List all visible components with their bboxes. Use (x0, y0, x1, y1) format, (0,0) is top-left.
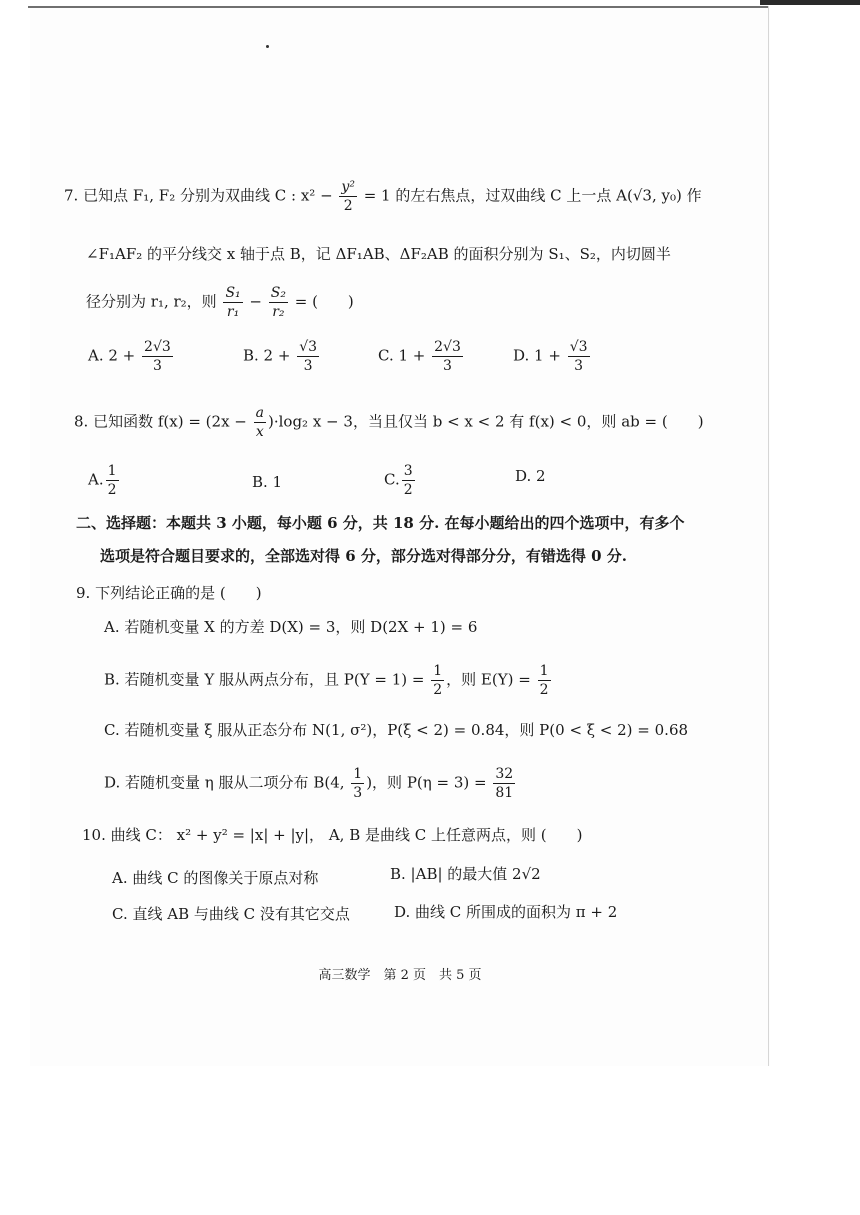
page-top-border (28, 6, 768, 8)
q8-stem: 8. 已知函数 f(x) = (2x − $\frac{a}{x}$ )·log₂ x − 3，当且仅当 b < x < 2 有 f(x) < 0，则 ab = ( ) (74, 405, 704, 440)
q7-line3: 径分别为 r₁, r₂，则 $\frac{\text{S₁}}{\text{r₁}}$ − $\frac{\text{S₂}}{\text{r₂}}$ = ( ) (86, 285, 354, 320)
q7-option-a: A. 2 + $\frac{2√3}{3}$ (88, 339, 171, 374)
page-right-edge (768, 6, 769, 1066)
q10-stem: 10. 曲线 C： x² + y² = |x| + |y|， A, B 是曲线 C 上任意两点，则 ( ) (82, 826, 583, 844)
q10-option-c: C. 直线 AB 与曲线 C 没有其它交点 (112, 905, 350, 923)
scan-edge-mark (760, 0, 860, 5)
q10-option-b: B. |AB| 的最大值 2√2 (390, 865, 541, 883)
q9-option-a: A. 若随机变量 X 的方差 D(X) = 3，则 D(2X + 1) = 6 (104, 618, 478, 636)
q8-option-d: D. 2 (515, 467, 546, 485)
q7-option-c: C. 1 + $\frac{2√3}{3}$ (378, 339, 461, 374)
section2-heading-line1: 二、选择题：本题共 3 小题，每小题 6 分，共 18 分. 在每小题给出的四个选项中，有多个 (76, 514, 685, 532)
section2-heading-line2: 选项是符合题目要求的，全部选对得 6 分，部分选对得部分分，有错选得 0 分. (100, 547, 627, 565)
q8-option-a: A. $\frac{1}{2}$ (88, 463, 117, 498)
q8-option-b: B. 1 (252, 473, 283, 491)
q10-option-d: D. 曲线 C 所围成的面积为 π + 2 (394, 903, 618, 921)
q9-option-d: D. 若随机变量 η 服从二项分布 B(4, $\frac{1}{3}$ )，则 P(η = 3) = $\frac{32}{81}$ (104, 766, 514, 801)
q7-option-d: D. 1 + $\frac{√3}{3}$ (513, 339, 588, 374)
q9-option-b: B. 若随机变量 Y 服从两点分布，且 P(Y = 1) = $\frac{1}{2}$ ，则 E(Y) = $\frac{1}{2}$ (104, 663, 549, 698)
q9-stem: 9. 下列结论正确的是 ( ) (76, 584, 262, 602)
q7-line2: ∠F₁AF₂ 的平分线交 x 轴于点 B，记 ΔF₁AB、ΔF₂AB 的面积分别为 S₁、S₂，内切圆半 (86, 245, 671, 263)
q7-option-b: B. 2 + $\frac{√3}{3}$ (243, 339, 318, 374)
page-footer: 高三数学 第 2 页 共 5 页 (318, 968, 482, 983)
scan-speck (266, 45, 269, 48)
q7-line1: 7. 已知点 F₁, F₂ 分别为双曲线 C : x² − $\frac{\text{y²}}{2}$ = 1 的左右焦点，过双曲线 C 上一点 A(√3, y₀) 作 (64, 179, 702, 214)
q9-option-c: C. 若随机变量 ξ 服从正态分布 N(1, σ²)，P(ξ < 2) = 0.84，则 P(0 < ξ < 2) = 0.68 (104, 721, 689, 739)
q10-option-a: A. 曲线 C 的图像关于原点对称 (112, 869, 319, 887)
q8-option-c: C. $\frac{3}{2}$ (384, 463, 413, 498)
